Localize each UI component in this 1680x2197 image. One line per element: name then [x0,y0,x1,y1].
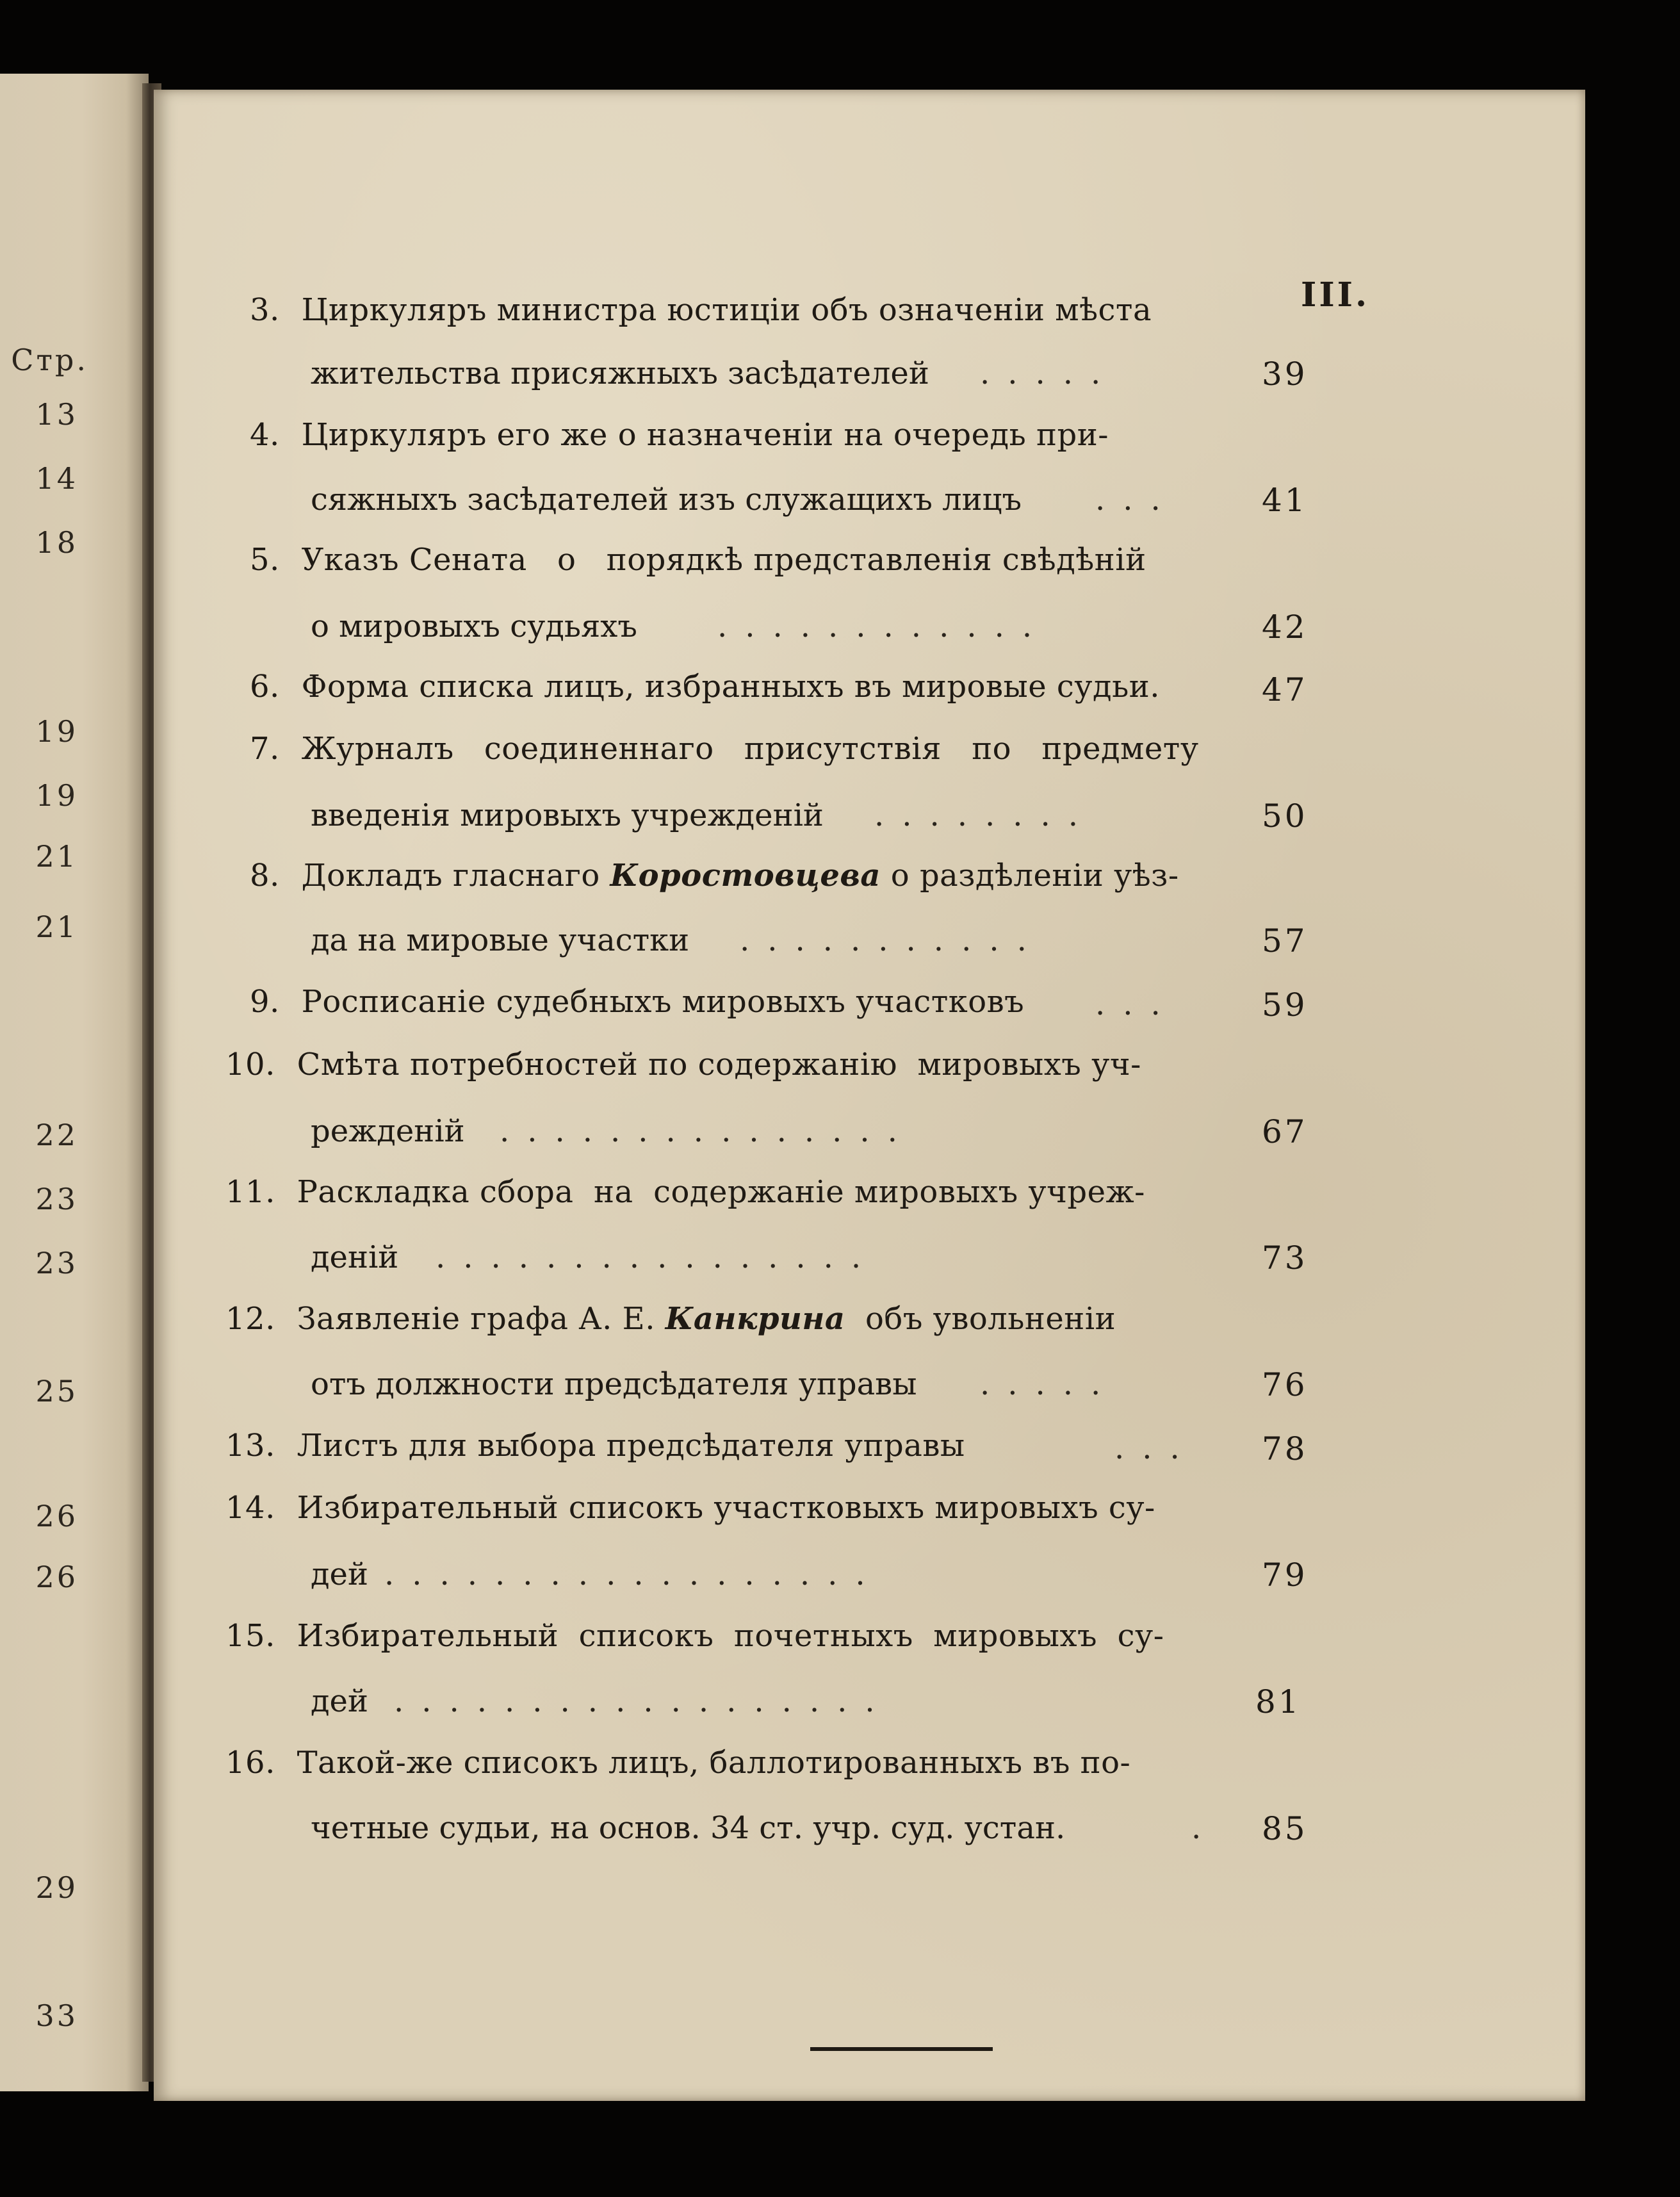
entry-number: 11. [225,1174,275,1210]
left-page-number: 19 [35,714,78,749]
entry-page: 73 [1262,1239,1308,1277]
left-page-number: 18 [35,525,78,560]
entry-title: Избирательный списокъ участковыхъ мировыхъ су- [297,1490,1155,1526]
entry-title-continued: сяжныхъ засѣдателей изъ служащихъ лицъ [311,482,1022,518]
entry-number: 3. [250,292,280,328]
toc-entry [225,1301,1116,1337]
toc-entry [250,542,1146,578]
left-page-number: 29 [35,1870,78,1905]
entry-title-continued: да на мировые участки [311,922,690,958]
entry-page: 41 [1262,482,1308,519]
entry-page: 47 [1262,671,1308,708]
dot-leader: . [1191,1810,1219,1846]
entry-page: 42 [1262,608,1308,646]
left-page-number: 26 [35,1499,78,1533]
entry-number: 15. [225,1618,275,1654]
dot-leader: ............... [500,1113,915,1149]
dot-leader: .................. [394,1683,893,1719]
entry-title: Форма списка лицъ, избранныхъ въ мировые судьи. [301,669,1160,705]
person-name: Коростовцева [610,858,881,894]
left-page-number: 23 [35,1182,78,1216]
entry-number: 9. [250,984,280,1020]
toc-entry [225,1428,965,1464]
left-page-number: 26 [35,1560,78,1594]
page-number: III. [1301,275,1370,314]
entry-number: 6. [250,669,280,705]
entry-page: 57 [1262,922,1308,960]
entry-title-continued: режденій [311,1113,465,1149]
dot-leader: ........ [874,797,1097,833]
entry-number: 8. [250,858,280,894]
dot-leader: ..... [980,1366,1119,1402]
entry-title-continued: отъ должности предсѣдателя управы [311,1366,917,1402]
toc-entry [250,292,1152,328]
closing-rule [810,2047,993,2051]
toc-entry [225,1745,1131,1781]
toc-entry [250,984,1025,1020]
left-page-number: 33 [35,1998,78,2033]
dot-leader: ... [1114,1430,1198,1466]
entry-title: Указъ Сената о порядкѣ представленія свѣдѣній [301,542,1146,578]
entry-title-continued: четные судьи, на основ. 34 ст. учр. суд. устан. [311,1810,1066,1846]
entry-page: 81 [1255,1683,1301,1720]
entry-title: Раскладка сбора на содержаніе мировыхъ учреж- [297,1174,1145,1210]
left-page-number: 13 [35,397,78,432]
entry-title-continued: о мировыхъ судьяхъ [311,608,637,644]
entry-number: 14. [225,1490,275,1526]
entry-number: 16. [225,1745,275,1781]
entry-page: 85 [1262,1810,1308,1847]
toc-entry [250,417,1109,453]
toc-entry [225,1490,1155,1526]
toc-entry [225,1618,1164,1654]
entry-title-continued: дей [311,1556,368,1592]
entry-page: 50 [1262,797,1308,835]
entry-title: Циркуляръ министра юстиціи объ означеніи мѣста [301,292,1152,328]
toc-entry [225,1049,1141,1080]
entry-title: Листъ для выбора предсѣдателя управы [297,1428,965,1464]
entry-page: 79 [1262,1556,1308,1594]
dot-leader: ... [1095,986,1178,1022]
toc-entry [250,731,1199,767]
entry-page: 39 [1262,355,1308,393]
entry-title: Циркуляръ его же о назначеніи на очередь при- [301,417,1109,453]
dot-leader: ..... [980,355,1119,391]
left-page-number: 21 [35,839,78,874]
entry-page: 76 [1262,1366,1308,1403]
entry-number: 7. [250,731,280,767]
entry-number: 10. [225,1047,275,1082]
entry-title: Такой-же списокъ лицъ, баллотированныхъ въ по- [297,1745,1131,1781]
left-page-number: 14 [35,461,78,496]
entry-title: Докладъ гласнаго Коростовцева о раздѣленіи уѣз- [301,858,1179,894]
dot-leader: ................ [436,1239,879,1275]
entry-title-continued: дей [311,1683,368,1719]
entry-title: Смѣта потребностей по содержанію мировыхъ уч- [297,1047,1141,1082]
entry-title: Журналъ соединеннаго присутствія по предмету [301,731,1199,767]
dot-leader: ... [1095,482,1178,518]
left-page-fragment [0,74,149,2091]
entry-number: 4. [250,417,280,453]
entry-title: Заявленіе графа А. Е. Канкрина объ увольненіи [297,1301,1116,1337]
left-page-number: 22 [35,1118,78,1152]
dot-leader: ............ [717,608,1050,644]
left-page-number: 19 [35,778,78,813]
entry-title: Росписаніе судебныхъ мировыхъ участковъ [301,984,1025,1020]
person-name: Канкрина [665,1301,845,1337]
dot-leader: .................. [384,1556,883,1592]
entry-title: Избирательный списокъ почетныхъ мировыхъ су- [297,1618,1164,1654]
entry-number: 12. [225,1301,275,1337]
entry-page: 67 [1262,1113,1308,1150]
entry-number: 13. [225,1428,275,1464]
entry-title-continued: жительства присяжныхъ засѣдателей [311,355,929,391]
entry-page: 59 [1262,986,1308,1024]
left-page-number: 25 [35,1374,78,1409]
left-page-number: 23 [35,1246,78,1280]
left-page-number: 21 [35,910,78,944]
left-page-header: Стр. [11,343,88,377]
toc-entry [250,669,1160,705]
toc-entry [225,1174,1145,1210]
entry-page: 78 [1262,1430,1308,1467]
dot-leader: ........... [740,922,1045,958]
toc-entry [250,858,1179,894]
entry-title-continued: введенія мировыхъ учрежденій [311,797,824,833]
entry-title-continued: деній [311,1239,399,1275]
table-of-contents-page [154,90,1585,2101]
entry-number: 5. [250,542,280,578]
